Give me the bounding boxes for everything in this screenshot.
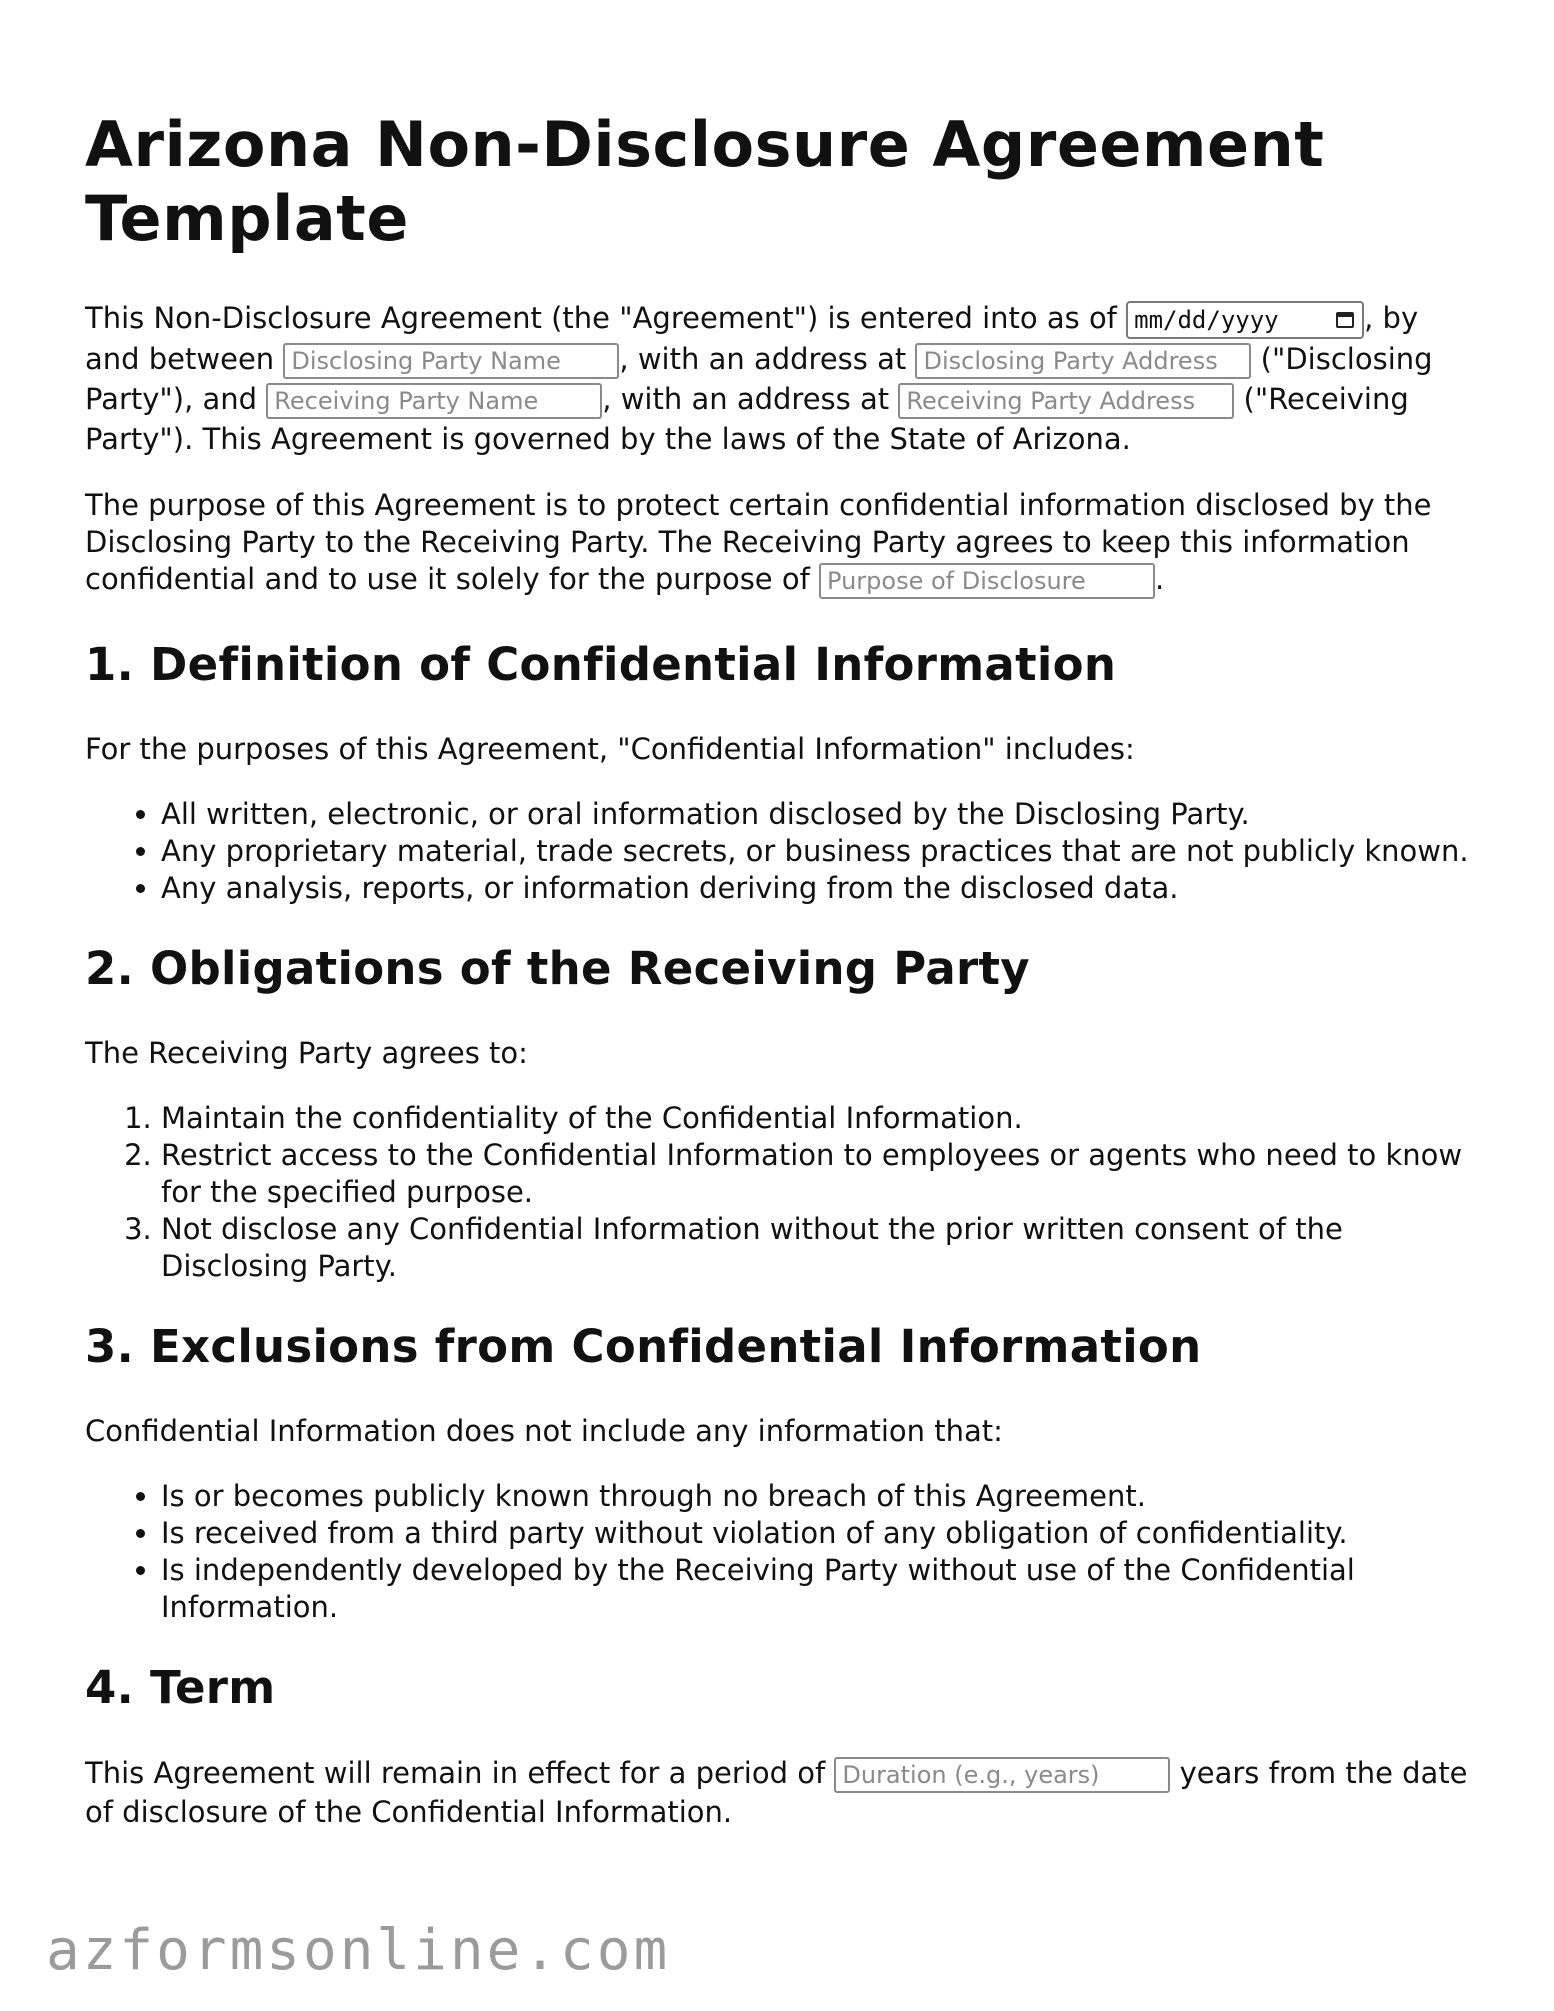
definition-list — [85, 796, 1475, 907]
section-heading-term: 4. Term — [85, 1661, 276, 1714]
intro-paragraph — [85, 298, 1475, 459]
document-page — [85, 108, 1475, 1831]
calendar-icon[interactable] — [1336, 312, 1354, 328]
list-item: 3. Not disclose any Confidential Information without the prior written consent of the Disclosing Party. — [161, 1211, 1475, 1285]
watermark: azformsonline.com — [46, 1918, 671, 1983]
exclusions-list — [85, 1478, 1475, 1626]
section-lead-obligations: The Receiving Party agrees to: — [85, 1036, 528, 1070]
section-lead-definition: For the purposes of this Agreement, "Confidential Information" includes: — [85, 732, 1135, 766]
term-paragraph — [85, 1754, 1475, 1831]
intro-text-4: ("Disclosing Party"), and — [85, 342, 1433, 416]
purpose-text-1: The purpose of this Agreement is to protect certain confidential information disclosed by the Disclosing Party to the Receiving Party. The Receiving Party agrees to keep this information confidential and to use it solely for the purpose of — [85, 488, 1432, 596]
term-text-1: This Agreement will remain in effect for a period of — [85, 1756, 835, 1790]
duration-input[interactable] — [834, 1757, 1170, 1793]
list-item: • Is received from a third party without violation of any obligation of confidentiality. — [161, 1515, 1475, 1552]
document-title: Arizona Non-Disclosure Agreement Template — [85, 108, 1325, 255]
list-item: 2. Restrict access to the Confidential Information to employees or agents who need to know for the specified purpose. — [161, 1137, 1475, 1211]
list-item: • Is or becomes publicly known through no breach of this Agreement. — [161, 1478, 1475, 1515]
disclosing-party-address-input[interactable] — [915, 343, 1251, 379]
list-item: • All written, electronic, or oral information disclosed by the Disclosing Party. — [161, 796, 1475, 833]
list-item: • Any analysis, reports, or information deriving from the disclosed data. — [161, 870, 1475, 907]
list-item: 1. Maintain the confidentiality of the Confidential Information. — [161, 1100, 1475, 1137]
list-item: • Any proprietary material, trade secrets, or business practices that are not publicly known. — [161, 833, 1475, 870]
intro-text-2: , by and between — [85, 301, 1419, 376]
purpose-of-disclosure-input[interactable] — [819, 563, 1155, 599]
term-text-2: years from the date of disclosure of the Confidential Information. — [85, 1756, 1468, 1829]
purpose-text-2: . — [1155, 562, 1165, 596]
purpose-paragraph — [85, 487, 1475, 599]
intro-text-6: ("Receiving Party"). This Agreement is governed by the laws of the State of Arizona. — [85, 382, 1409, 456]
receiving-party-address-input[interactable] — [898, 383, 1234, 419]
section-lead-exclusions: Confidential Information does not include any information that: — [85, 1414, 1003, 1448]
agreement-date-input[interactable] — [1126, 301, 1364, 339]
section-heading-exclusions: 3. Exclusions from Confidential Information — [85, 1320, 1202, 1373]
list-item: • Is independently developed by the Receiving Party without use of the Confidential Information. — [161, 1552, 1475, 1626]
intro-text-5: , with an address at — [602, 382, 899, 416]
section-heading-obligations: 2. Obligations of the Receiving Party — [85, 942, 1030, 995]
obligations-list — [85, 1100, 1475, 1285]
intro-text-3: , with an address at — [619, 342, 916, 376]
date-placeholder: mm/dd/yyyy — [1134, 306, 1279, 334]
intro-text-1: This Non-Disclosure Agreement (the "Agreement") is entered into as of — [85, 301, 1127, 335]
receiving-party-name-input[interactable] — [266, 383, 602, 419]
section-heading-definition: 1. Definition of Confidential Information — [85, 638, 1117, 691]
disclosing-party-name-input[interactable] — [283, 343, 619, 379]
